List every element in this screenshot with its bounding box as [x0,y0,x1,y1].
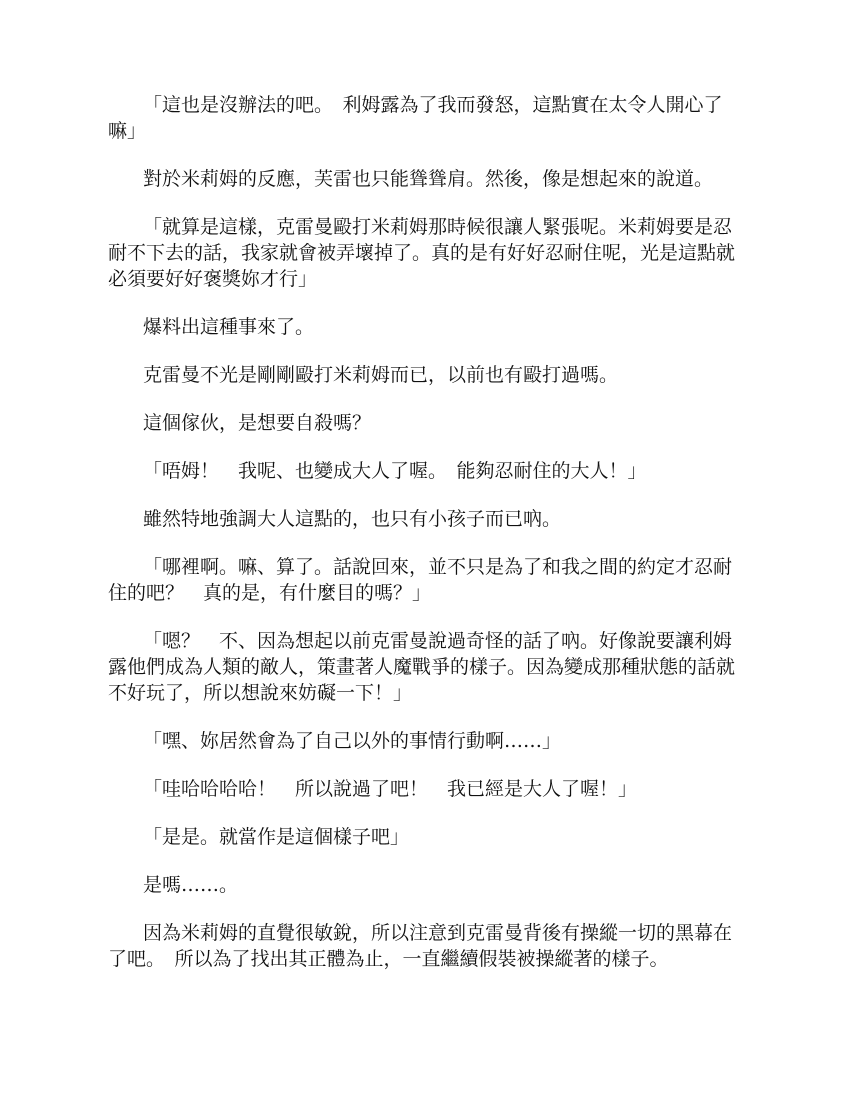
paragraph: 雖然特地強調大人這點的，也只有小孩子而已吶。 [143,508,562,530]
paragraph: 這個傢伙，是想要自殺嗎？ [143,412,372,434]
paragraph: 「是是。就當作是這個樣子吧」 [143,826,410,848]
paragraph: 是嗎……。 [143,874,239,896]
paragraph: 「唔姆！ 我呢、也變成大人了喔。 能夠忍耐住的大人！」 [143,460,647,482]
paragraph: 對於米莉姆的反應，芙雷也只能聳聳肩。然後，像是想起來的說道。 [143,168,714,190]
paragraph: 因為米莉姆的直覺很敏銳，所以注意到克雷曼背後有操縱一切的黑幕在了吧。 所以為了找出其正體為止，一直繼續假裝被操縱著的樣子。 [108,922,733,970]
paragraph: 「就算是這樣，克雷曼毆打米莉姆那時候很讓人緊張呢。米莉姆要是忍耐不下去的話，我家就會被弄壞掉了。真的是有好好忍耐住呢，光是這點就必須要好好褒獎妳才行」 [108,216,736,290]
paragraph: 「這也是沒辦法的吧。 利姆露為了我而發怒，這點實在太令人開心了嘛」 [108,94,723,142]
paragraph: 「哇哈哈哈哈！ 所以說過了吧！ 我已經是大人了喔！」 [143,778,638,800]
paragraph: 「嗯？ 不、因為想起以前克雷曼說過奇怪的話了吶。好像說要讓利姆露他們成為人類的敵人，策畫著人魔戰爭的樣子。因為變成那種狀態的話就不好玩了，所以想說來妨礙一下！」 [108,630,736,704]
body-text [108,92,748,994]
paragraph: 「嘿、妳居然會為了自己以外的事情行動啊……」 [143,730,562,752]
paragraph: 克雷曼不光是剛剛毆打米莉姆而已，以前也有毆打過嗎。 [143,364,619,386]
paragraph: 「哪裡啊。嘛、算了。話說回來，並不只是為了和我之間的約定才忍耐住的吧？ 真的是，有什麼目的嗎？」 [108,556,733,604]
paragraph: 爆料出這種事來了。 [143,316,315,338]
